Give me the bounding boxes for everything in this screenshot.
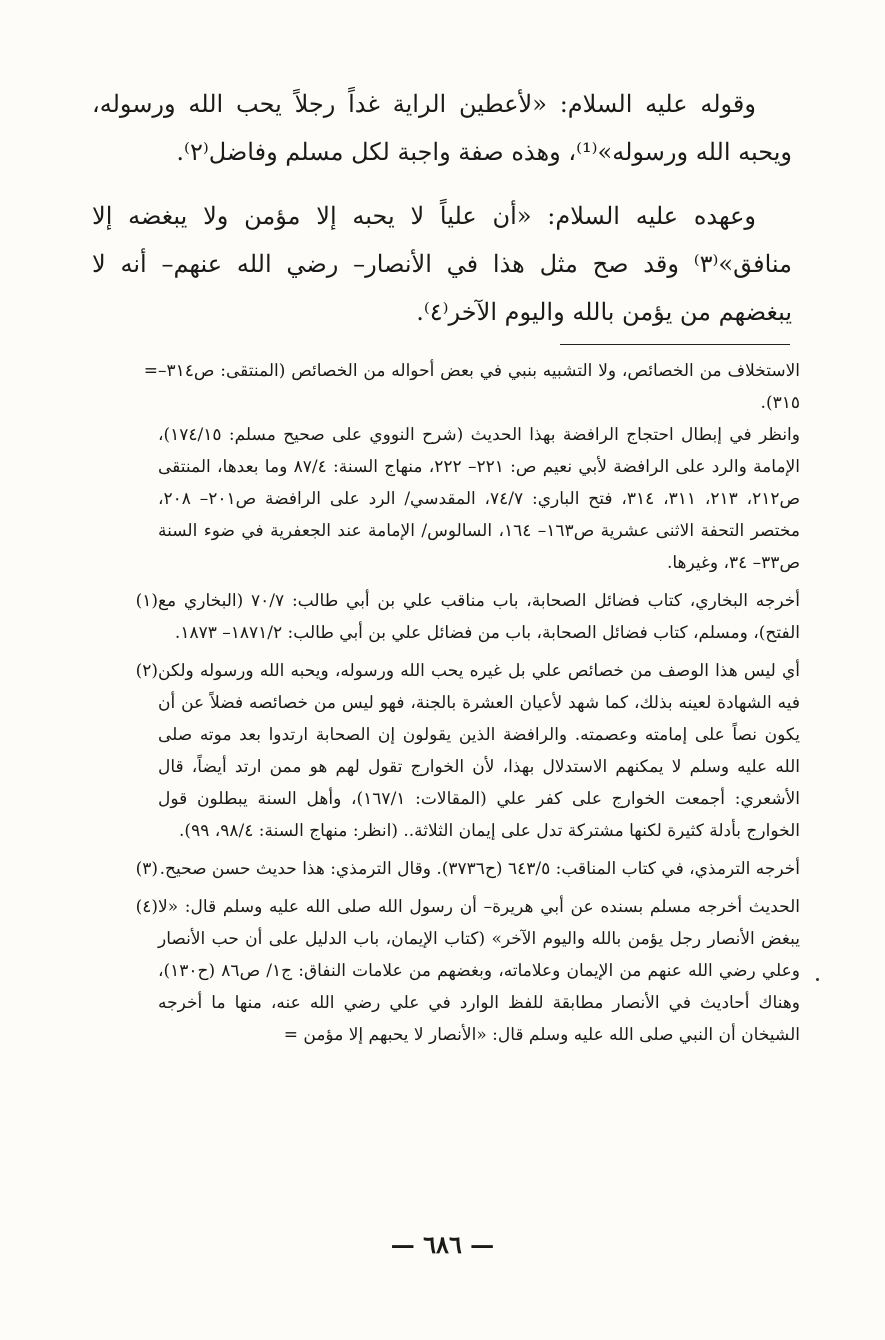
- footnote-3: [100, 853, 800, 885]
- footnote-paragraph: وانظر في إبطال احتجاج الرافضة بهذا الحديث (شرح النووي على صحيح مسلم: ١٧٤/١٥)، الإمامة والرد على الرافضة لأبي نعيم ص: ٢٢١– ٢٢٢، منهاج السنة: ٨٧/٤ وما بعدها، المنتقى ص٢١٢، ٢١٣، ٣١١، ٣١٤، فتح الباري: ٧٤/٧، المقدسي/ الرد على الرافضة ص٢٠١– ٢٠٨، مختصر التحفة الاثنى عشرية ص١٦٣– ١٦٤، السالوس/ الإمامة عند الجعفرية في ضوء السنة ص٣٣– ٣٤، وغيرها.: [158, 425, 801, 573]
- body-paragraph-1: وقوله عليه السلام: «لأعطين الراية غداً رجلاً يحب الله ورسوله، ويحبه الله ورسوله»⁽¹⁾، وهذه صفة واجبة لكل مسلم وفاضل⁽٢⁾.: [92, 90, 792, 166]
- body-paragraph-2: وعهده عليه السلام: «أن علياً لا يحبه إلا مؤمن ولا يبغضه إلا منافق»⁽٣⁾ وقد صح مثل هذا في الأنصار– رضي الله عنهم– أنه لا يبغضهم من يؤمن بالله واليوم الآخر⁽٤⁾.: [92, 202, 793, 326]
- page-number: — ٦٨٦ —: [390, 1230, 495, 1259]
- footnote-paragraph: الاستخلاف من الخصائص، ولا التشبيه بنبي في بعض أحواله من الخصائص (المنتقى: ص٣١٤– ٣١٥).: [158, 361, 800, 413]
- footnote-mark: (٤): [135, 897, 158, 917]
- main-text: [92, 80, 792, 352]
- footnote-4: [100, 891, 800, 1051]
- footnote-mark: (٣): [135, 859, 158, 879]
- footnote-body: [158, 585, 800, 649]
- footnote-paragraph: الحديث أخرجه مسلم بسنده عن أبي هريرة– أن رسول الله صلى الله عليه وسلم قال: «لا يبغض الأنصار رجل يؤمن بالله واليوم الآخر» (كتاب الإيمان، باب الدليل على أن حب الأنصار وعلي رضي الله عنهم من الإيمان وعلاماته، وبغضهم من علامات النفاق: ج١/ ص٨٦ (ح١٣٠)، وهناك أحاديث في الأنصار مطابقة للفظ الوارد في علي رضي الله عنه، منها ما أخرجه الشيخان أن النبي صلى الله عليه وسلم قال: «الأنصار لا يحبهم إلا مؤمن =: [158, 897, 801, 1045]
- margin-dot: [816, 978, 819, 981]
- footnote-body: [158, 355, 800, 579]
- footnote-2: [100, 655, 800, 847]
- footnote-separator: [560, 344, 790, 345]
- footnote-mark: (١): [135, 591, 158, 611]
- footnote-paragraph: أخرجه البخاري، كتاب فضائل الصحابة، باب مناقب علي بن أبي طالب: ٧٠/٧ (البخاري مع الفتح)، ومسلم، كتاب فضائل الصحابة، باب من فضائل علي بن أبي طالب: ١٨٧١/٢– ١٨٧٣.: [158, 591, 800, 643]
- footnote-continuation: [100, 355, 800, 579]
- footnote-paragraph: أي ليس هذا الوصف من خصائص علي بل غيره يحب الله ورسوله، ويحبه الله ورسوله ولكن فيه الشهادة لعينه بذلك، كما شهد لأعيان العشرة بالجنة، فهو ليس من خصائصه فضلاً عن أن يكون نصاً على إمامته وعصمته. والرافضة الذين يقولون إن الصحابة ارتدوا بعد موته صلى الله عليه وسلم لا يمكنهم الاستدلال بهذا، لأن الخوارج تقول لهم هو ممن ارتد أيضاً، قال الأشعري: أجمعت الخوارج على كفر علي (المقالات: ١٦٧/١)، وأهل السنة يبطلون قول الخوارج بأدلة كثيرة لكنها مشتركة تدل على إيمان الثلاثة.. (انظر: منهاج السنة: ٩٨/٤، ٩٩).: [158, 661, 801, 841]
- footnote-mark: (٢): [135, 661, 158, 681]
- footnote-body: [158, 853, 800, 885]
- footnote-1: [100, 585, 800, 649]
- footnote-mark: =: [143, 361, 158, 381]
- footnotes: [100, 355, 800, 1057]
- footnote-paragraph: أخرجه الترمذي، في كتاب المناقب: ٦٤٣/٥ (ح٣٧٣٦). وقال الترمذي: هذا حديث حسن صحيح.: [159, 859, 800, 879]
- footnote-body: [158, 891, 800, 1051]
- footnote-body: [158, 655, 800, 847]
